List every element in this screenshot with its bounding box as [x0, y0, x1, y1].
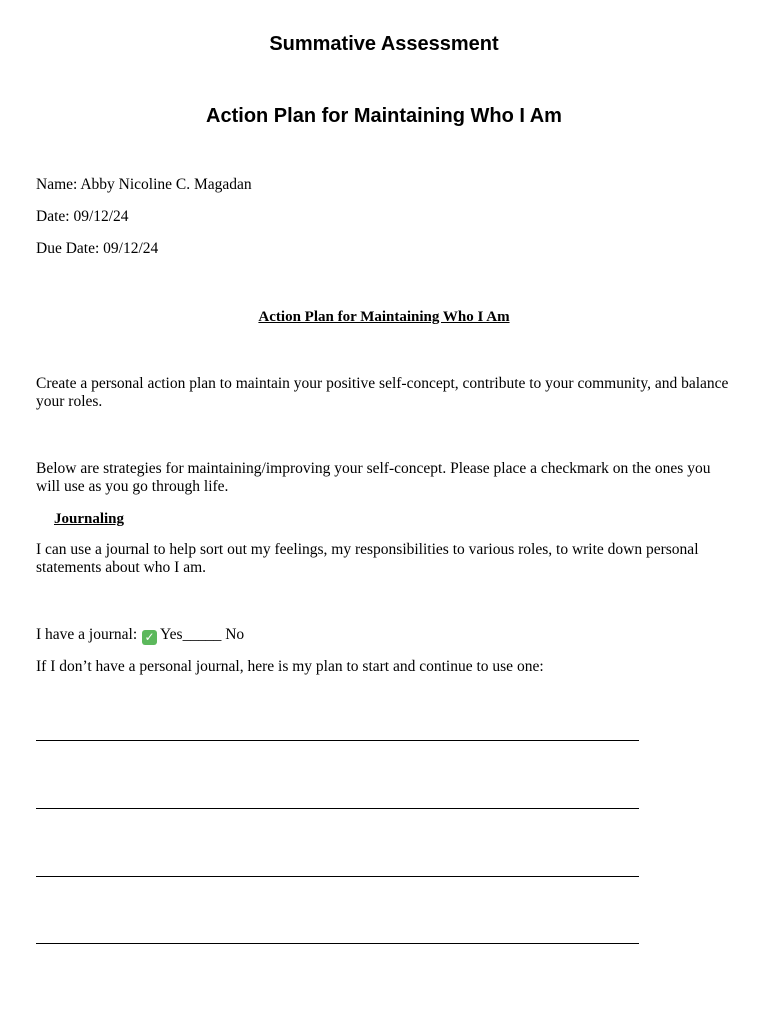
journal-question: [36, 626, 244, 645]
section-heading: Action Plan for Maintaining Who I Am: [258, 309, 510, 325]
yes-no-options: Yes_____ No: [160, 626, 245, 643]
document-title: Summative Assessment: [269, 33, 499, 55]
date-line: Date: 09/12/24: [36, 208, 129, 225]
check-mark-icon: ✓: [142, 630, 157, 645]
answer-line-1[interactable]: [36, 740, 639, 741]
intro-paragraph: Create a personal action plan to maintain your positive self-concept, contribute to your community, and balance your roles.: [36, 375, 729, 410]
name-line: Name: Abby Nicoline C. Magadan: [36, 176, 252, 193]
document-subtitle: Action Plan for Maintaining Who I Am: [206, 105, 562, 127]
answer-line-4[interactable]: [36, 943, 639, 944]
journal-question-label: I have a journal:: [36, 626, 138, 643]
plan-prompt: If I don’t have a personal journal, here is my plan to start and continue to use one:: [36, 658, 544, 675]
answer-line-3[interactable]: [36, 876, 639, 877]
strategy-journaling: [36, 510, 124, 528]
answer-line-2[interactable]: [36, 808, 639, 809]
strategy-label: Journaling: [54, 511, 125, 527]
due-date-line: Due Date: 09/12/24: [36, 240, 159, 257]
strategies-intro-paragraph: Below are strategies for maintaining/improving your self-concept. Please place a checkmark on the ones you will use as you go through life.: [36, 460, 711, 495]
strategy-description: I can use a journal to help sort out my feelings, my responsibilities to various roles, to write down personal statements about who I am.: [36, 541, 699, 576]
